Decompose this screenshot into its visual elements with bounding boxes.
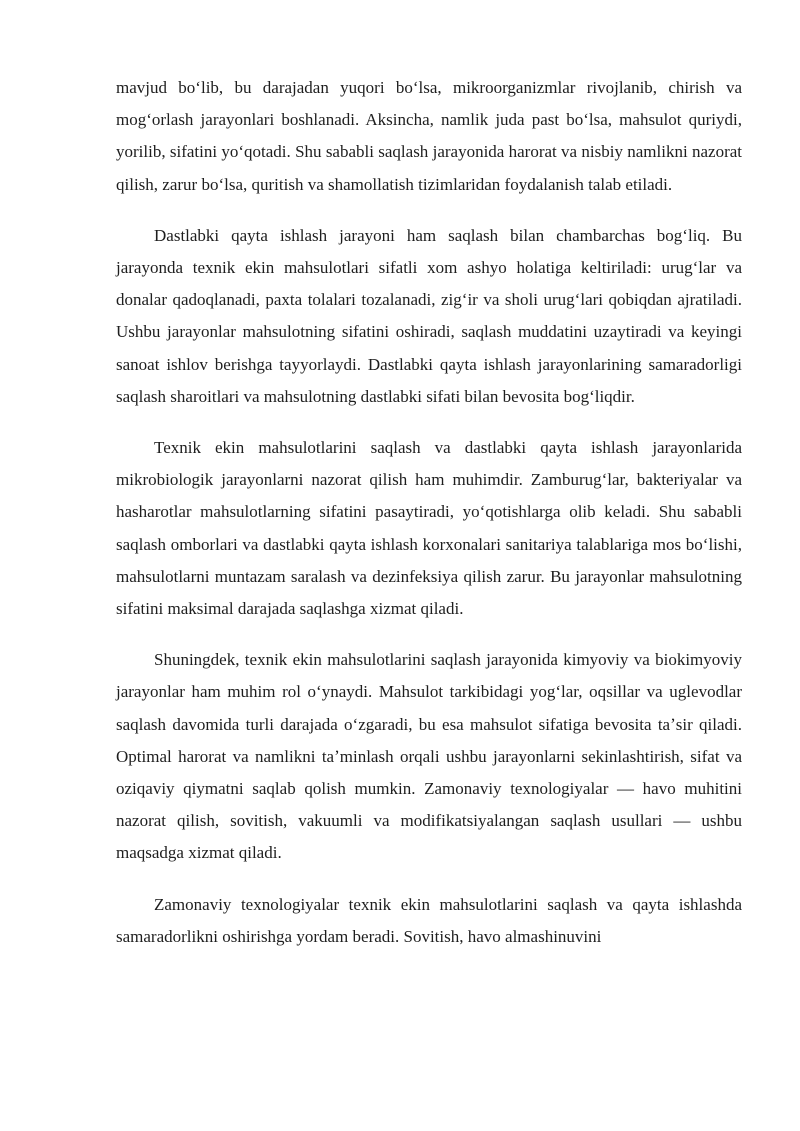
paragraph: Texnik ekin mahsulotlarini saqlash va dastlabki qayta ishlash jarayonlarida mikrobiologik jarayonlarni nazorat qilish ham muhimdir. Zamburugʻlar, bakteriyalar va hasharotlar mahsulotlarning sifatini pasaytiradi, yoʻqotishlarga olib keladi. Shu sababli saqlash omborlari va dastlabki qayta ishlash korxonalari sanitariya talablariga mos boʻlishi, mahsulotlarni muntazam saralash va dezinfeksiya qilish zarur. Bu jarayonlar mahsulotning sifatini maksimal darajada saqlashga xizmat qiladi. [116,438,742,619]
paragraph: Zamonaviy texnologiyalar texnik ekin mahsulotlarini saqlash va qayta ishlashda samaradorlikni oshirishga yordam beradi. Sovitish, havo almashinuvini [116,894,742,946]
paragraph: mavjud boʻlib, bu darajadan yuqori boʻlsa, mikroorganizmlar rivojlanib, chirish va mogʻorlash jarayonlari boshlanadi. Aksincha, namlik juda past boʻlsa, mahsulot quriydi, yorilib, sifatini yoʻqotadi. Shu sababli saqlash jarayonida harorat va nisbiy namlikni nazorat qilish, zarur boʻlsa, quritish va shamollatish tizimlaridan foydalanish talab etiladi. [116,78,742,194]
body-text [116,72,742,953]
paragraph: Dastlabki qayta ishlash jarayoni ham saqlash bilan chambarchas bogʻliq. Bu jarayonda texnik ekin mahsulotlari sifatli xom ashyo holatiga keltiriladi: urugʻlar va donalar qadoqlanadi, paxta tolalari tozalanadi, zigʻir va sholi urugʻlari qobiqdan ajratiladi. Ushbu jarayonlar mahsulotning sifatini oshiradi, saqlash muddatini uzaytiradi va keyingi sanoat ishlov berishga tayyorlaydi. Dastlabki qayta ishlash jarayonlarining samaradorligi saqlash sharoitlari va mahsulotning dastlabki sifati bilan bevosita bogʻliqdir. [116,225,742,406]
paragraph: Shuningdek, texnik ekin mahsulotlarini saqlash jarayonida kimyoviy va biokimyoviy jarayonlar ham muhim rol oʻynaydi. Mahsulot tarkibidagi yogʻlar, oqsillar va uglevodlar saqlash davomida turli darajada oʻzgaradi, bu esa mahsulot sifatiga bevosita taʼsir qiladi. Optimal harorat va namlikni taʼminlash orqali ushbu jarayonlarni sekinlashtirish, sifat va oziqaviy qiymatni saqlab qolish mumkin. Zamonaviy texnologiyalar — havo muhitini nazorat qilish, sovitish, vakuumli va modifikatsiyalangan saqlash usullari — ushbu maqsadga xizmat qiladi. [116,650,742,863]
